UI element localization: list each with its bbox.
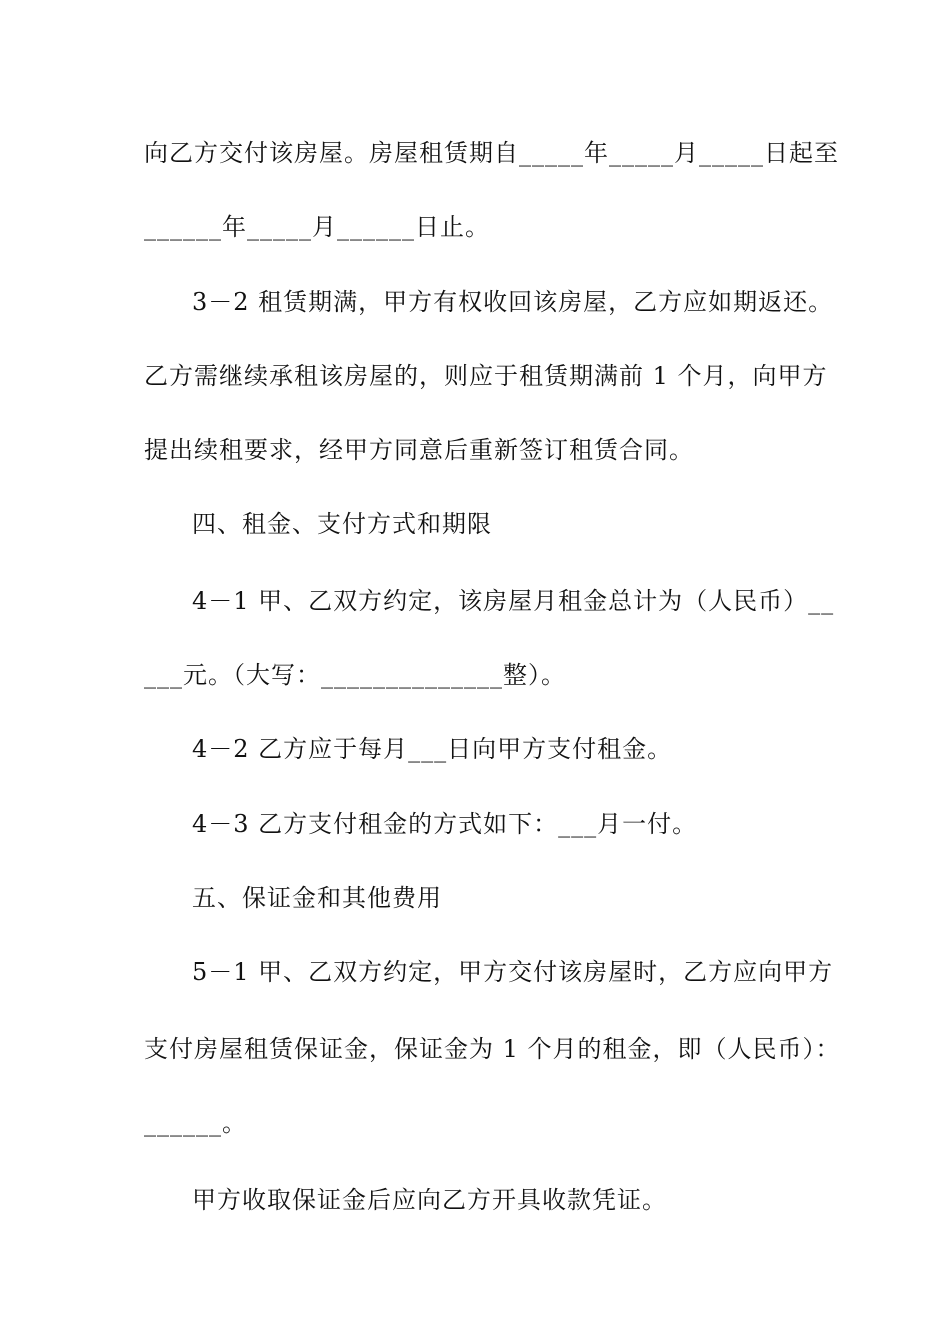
paragraph-line: ______。	[144, 1109, 247, 1137]
clause-5-1: 5－1 甲、乙双方约定，甲方交付该房屋时，乙方应向甲方	[192, 958, 834, 986]
paragraph-line: 向乙方交付该房屋。房屋租赁期自_____年_____月_____日起至	[144, 139, 839, 167]
paragraph-line: ______年_____月______日止。	[144, 213, 490, 241]
clause-3-2: 3－2 租赁期满，甲方有权收回该房屋，乙方应如期返还。	[192, 288, 834, 316]
paragraph-line: ___元。（大写：______________整）。	[144, 661, 566, 689]
section-heading-4: 四、租金、支付方式和期限	[192, 510, 492, 538]
clause-4-2: 4－2 乙方应于每月___日向甲方支付租金。	[192, 735, 673, 763]
paragraph-line: 乙方需继续承租该房屋的，则应于租赁期满前 1 个月，向甲方	[144, 362, 828, 390]
section-heading-5: 五、保证金和其他费用	[192, 884, 442, 912]
paragraph-line: 甲方收取保证金后应向乙方开具收款凭证。	[192, 1186, 667, 1214]
clause-4-3: 4－3 乙方支付租金的方式如下：___月一付。	[192, 810, 698, 838]
paragraph-line: 提出续租要求，经甲方同意后重新签订租赁合同。	[144, 436, 694, 464]
clause-4-1: 4－1 甲、乙双方约定，该房屋月租金总计为（人民币）__	[192, 587, 835, 615]
paragraph-line: 支付房屋租赁保证金，保证金为 1 个月的租金，即（人民币）：	[144, 1035, 841, 1063]
